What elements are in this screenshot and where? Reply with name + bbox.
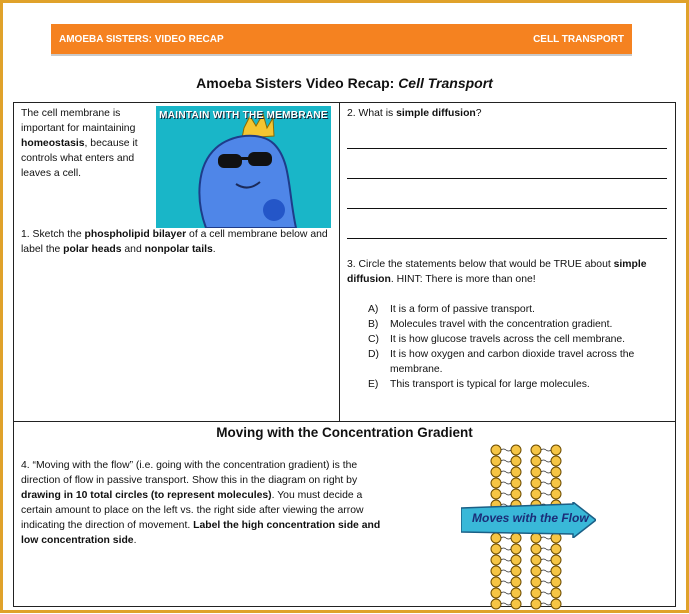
polar-head bbox=[531, 555, 541, 565]
nonpolar-tail bbox=[501, 471, 511, 473]
polar-head bbox=[511, 599, 521, 609]
amoeba-promo-image bbox=[156, 106, 331, 228]
nonpolar-tail bbox=[541, 559, 551, 561]
column-divider bbox=[339, 103, 340, 421]
polar-head bbox=[511, 555, 521, 565]
nonpolar-tail bbox=[541, 548, 551, 550]
intro-text: The cell membrane is important for maintaining homeostasis, because it controls what enters and leaves a cell. bbox=[21, 108, 138, 179]
polar-head bbox=[531, 566, 541, 576]
polar-head bbox=[551, 478, 561, 488]
nonpolar-tail bbox=[501, 493, 511, 495]
polar-head bbox=[511, 467, 521, 477]
nonpolar-tail bbox=[501, 548, 511, 550]
amoeba-character-icon bbox=[156, 106, 331, 228]
nonpolar-tail bbox=[501, 581, 511, 583]
polar-head bbox=[531, 577, 541, 587]
nonpolar-tail bbox=[501, 482, 511, 484]
polar-head bbox=[551, 577, 561, 587]
polar-head bbox=[531, 588, 541, 598]
title-prefix: Amoeba Sisters Video Recap: bbox=[196, 75, 399, 91]
polar-head bbox=[551, 544, 561, 554]
section-title: Moving with the Concentration Gradient bbox=[216, 425, 473, 440]
polar-head bbox=[491, 478, 501, 488]
header-banner bbox=[51, 24, 632, 56]
polar-head bbox=[531, 478, 541, 488]
option-a[interactable]: A) It is a form of passive transport. bbox=[368, 304, 535, 315]
polar-head bbox=[551, 555, 561, 565]
polar-head bbox=[551, 566, 561, 576]
polar-head bbox=[511, 588, 521, 598]
polar-head bbox=[551, 588, 561, 598]
option-d[interactable]: D) It is how oxygen and carbon dioxide travel across the membrane. bbox=[368, 349, 635, 375]
polar-head bbox=[511, 445, 521, 455]
row-divider bbox=[14, 421, 675, 422]
polar-head bbox=[531, 489, 541, 499]
polar-head bbox=[491, 577, 501, 587]
polar-head bbox=[491, 544, 501, 554]
nonpolar-tail bbox=[541, 493, 551, 495]
polar-head bbox=[531, 467, 541, 477]
answer-line-1[interactable] bbox=[347, 148, 667, 149]
nonpolar-tail bbox=[541, 460, 551, 462]
polar-head bbox=[551, 599, 561, 609]
nonpolar-tail bbox=[541, 570, 551, 572]
title-topic: Cell Transport bbox=[398, 75, 493, 91]
polar-head bbox=[551, 489, 561, 499]
polar-head bbox=[551, 467, 561, 477]
nonpolar-tail bbox=[541, 482, 551, 484]
polar-head bbox=[491, 467, 501, 477]
polar-head bbox=[531, 456, 541, 466]
polar-head bbox=[511, 577, 521, 587]
option-b[interactable]: B) Molecules travel with the concentration gradient. bbox=[368, 319, 613, 330]
nonpolar-tail bbox=[541, 581, 551, 583]
question-4: 4. “Moving with the flow” (i.e. going with the concentration gradient) is the direction of flow in passive transport. Show this in the diagram on right by drawing in 10 total circles (to represent molecules). You must decide a certain amount to place on the left vs. the right side after viewing the arrow indicating the direction of movement. Label the high concentration side and low concentration side. bbox=[21, 460, 381, 546]
nonpolar-tail bbox=[501, 603, 511, 605]
promo-caption: MAINTAIN WITH THE MEMBRANE bbox=[159, 110, 328, 121]
polar-head bbox=[491, 489, 501, 499]
polar-head bbox=[531, 445, 541, 455]
answer-line-4[interactable] bbox=[347, 238, 667, 239]
polar-head bbox=[511, 456, 521, 466]
polar-head bbox=[511, 489, 521, 499]
nonpolar-tail bbox=[501, 592, 511, 594]
arrow-text: Moves with the Flow bbox=[472, 511, 589, 525]
polar-head bbox=[531, 599, 541, 609]
question-3: 3. Circle the statements below that would be TRUE about simple diffusion. HINT: There is more than one! bbox=[347, 259, 647, 285]
nonpolar-tail bbox=[541, 592, 551, 594]
option-e[interactable]: E) This transport is typical for large molecules. bbox=[368, 379, 590, 390]
polar-head bbox=[511, 478, 521, 488]
nonpolar-tail bbox=[501, 449, 511, 451]
nonpolar-tail bbox=[541, 449, 551, 451]
polar-head bbox=[531, 544, 541, 554]
nonpolar-tail bbox=[501, 559, 511, 561]
polar-head bbox=[511, 544, 521, 554]
header-left: AMOEBA SISTERS: VIDEO RECAP bbox=[59, 33, 224, 45]
polar-head bbox=[511, 566, 521, 576]
polar-head bbox=[491, 566, 501, 576]
polar-head bbox=[491, 588, 501, 598]
polar-head bbox=[491, 445, 501, 455]
page-title bbox=[0, 75, 689, 91]
nonpolar-tail bbox=[541, 603, 551, 605]
question-2: 2. What is simple diffusion? bbox=[347, 108, 482, 119]
nonpolar-tail bbox=[501, 570, 511, 572]
header-right: CELL TRANSPORT bbox=[533, 33, 624, 45]
option-c[interactable]: C) It is how glucose travels across the cell membrane. bbox=[368, 334, 626, 345]
polar-head bbox=[551, 445, 561, 455]
answer-line-3[interactable] bbox=[347, 208, 667, 209]
answer-line-2[interactable] bbox=[347, 178, 667, 179]
polar-head bbox=[491, 599, 501, 609]
polar-head bbox=[551, 456, 561, 466]
polar-head bbox=[491, 456, 501, 466]
polar-head bbox=[491, 555, 501, 565]
nonpolar-tail bbox=[501, 460, 511, 462]
q3-options bbox=[368, 302, 668, 392]
nonpolar-tail bbox=[541, 471, 551, 473]
question-1: 1. Sketch the phospholipid bilayer of a cell membrane below and label the polar heads and nonpolar tails. bbox=[21, 229, 328, 255]
